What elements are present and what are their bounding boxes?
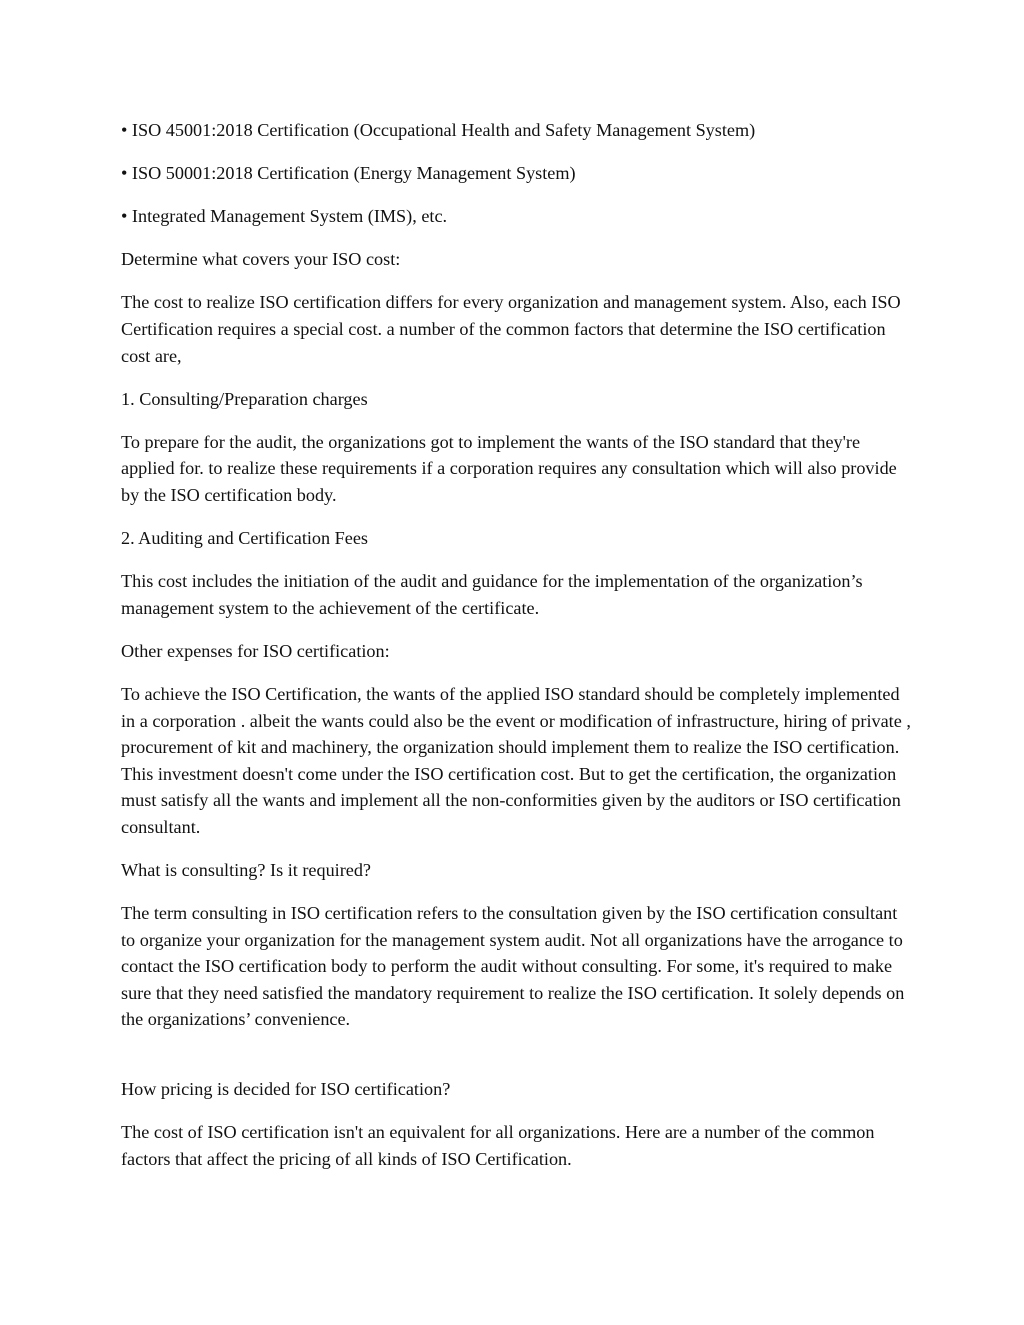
heading-what-is-consulting: What is consulting? Is it required? <box>121 859 372 880</box>
bullet-ims: • Integrated Management System (IMS), etc. <box>121 206 448 227</box>
paragraph-pricing: The cost of ISO certification isn't an equivalent for all organizations. Here are a number of the common factors that affect the pricing of all kinds of ISO Certification. <box>121 1122 875 1169</box>
paragraph-auditing-fees: This cost includes the initiation of the audit and guidance for the implementation of the organization’s management system to the achievement of the certificate. <box>121 571 863 618</box>
paragraph-what-is-consulting: The term consulting in ISO certification refers to the consultation given by the ISO certification consultant to organize your organization for the management system audit. Not all organizations have the arrogance to contact the ISO certification body to perform the audit without consulting. For some, it's required to make sure that they need satisfied the mandatory requirement to realize the ISO certification. It solely depends on the organizations’ convenience. <box>121 903 905 1030</box>
document-body <box>121 117 911 1189</box>
paragraph-consulting-charges: To prepare for the audit, the organizations got to implement the wants of the ISO standard that they're applied for. to realize these requirements if a corporation requires any consultation which will also provide by the ISO certification body. <box>121 431 897 505</box>
heading-iso-cost: Determine what covers your ISO cost: <box>121 249 401 270</box>
heading-consulting-charges: 1. Consulting/Preparation charges <box>121 388 368 409</box>
paragraph-cost-intro: The cost to realize ISO certification differs for every organization and management system. Also, each ISO Certification requires a special cost. a number of the common factors that determine the ISO certification cost are, <box>121 292 901 366</box>
bullet-iso-50001: • ISO 50001:2018 Certification (Energy Management System) <box>121 163 576 184</box>
heading-other-expenses: Other expenses for ISO certification: <box>121 640 390 661</box>
paragraph-other-expenses: To achieve the ISO Certification, the wants of the applied ISO standard should be completely implemented in a corporation . albeit the wants could also be the event or modification of infrastructure, hiring of private , procurement of kit and machinery, the organization should implement them to realize the ISO certification. This investment doesn't come under the ISO certification cost. But to get the certification, the organization must satisfy all the wants and implement all the non-conformities given by the auditors or ISO certification consultant. <box>121 683 911 837</box>
heading-pricing: How pricing is decided for ISO certification? <box>121 1079 451 1100</box>
bullet-iso-45001: • ISO 45001:2018 Certification (Occupational Health and Safety Management System) <box>121 120 756 140</box>
heading-auditing-fees: 2. Auditing and Certification Fees <box>121 528 369 549</box>
